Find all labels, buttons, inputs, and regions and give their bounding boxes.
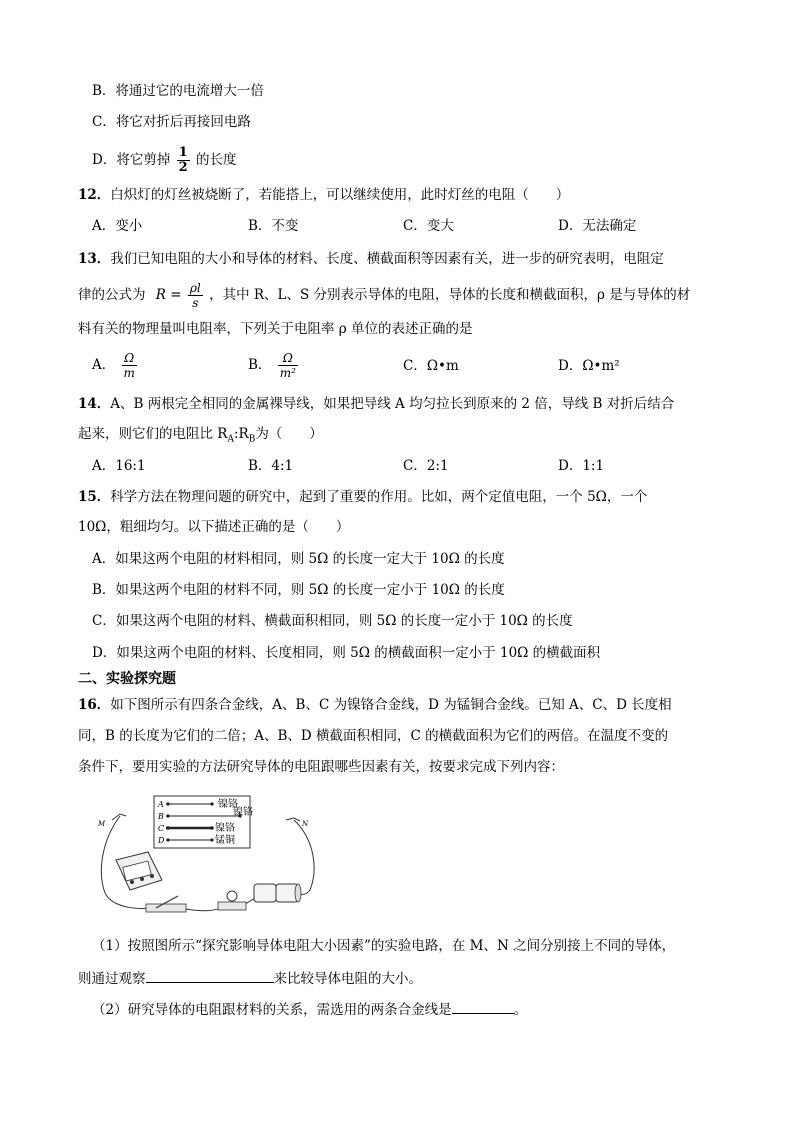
q15-option-b: B．如果这两个电阻的材料不同，则 5Ω 的长度一定小于 10Ω 的长度 [92, 582, 505, 598]
q16-line3: 条件下，要用实验的方法研究导体的电阻跟哪些因素有关，按要求完成下列内容： [78, 759, 564, 775]
label-m: M [98, 820, 106, 828]
q14-option-b: B．4:1 [248, 458, 294, 474]
fraction-numerator: Ω [278, 351, 298, 366]
q14-line2-prefix: 起来，则它们的电阻比 R [78, 426, 228, 442]
q13-line2-prefix: 律的公式为 [78, 287, 146, 303]
battery [254, 884, 301, 902]
formula-fraction [188, 281, 203, 310]
label-c: C [158, 824, 165, 833]
q15-line2: 10Ω，粗细均匀。以下描述正确的是（ ） [78, 519, 350, 535]
q11-option-d-text: D．将它剪掉 [92, 152, 171, 168]
ratio-colon: :R [233, 426, 249, 442]
option-b-fraction [278, 351, 298, 380]
q14-option-a: A．16:1 [92, 458, 146, 474]
q13-line2-suffix: ，其中 R、L、S 分别表示导体的电阻，导体的长度和横截面积，ρ 是与导体的材 [209, 287, 691, 303]
q13-line1 [78, 250, 664, 268]
q13-option-c: C．Ω•m [403, 358, 459, 374]
q11-fraction [177, 146, 190, 175]
subscript-b: B [248, 434, 256, 445]
q12-option-d: D．无法确定 [558, 218, 637, 234]
q11-option-d [92, 145, 236, 175]
q14-line2 [78, 425, 323, 449]
option-a-fraction [122, 351, 137, 380]
section-title: 二、实验探究题 [78, 671, 176, 687]
q14-line2-suffix: 为（ ） [255, 426, 323, 442]
nichrome-label-a: 镍铬 [218, 799, 238, 810]
question-number: 14． [78, 396, 111, 412]
q13-line3: 料有关的物理量叫电阻率，下列关于电阻率 ρ 单位的表述正确的是 [78, 321, 473, 337]
answer-blank[interactable] [146, 968, 274, 983]
q16-line2: 同，B 的长度为它们的二倍；A、B、D 横截面积相同，C 的横截面积为它们的两倍。在温度不变的 [78, 728, 669, 744]
q11-option-b: B．将通过它的电流增大一倍 [92, 83, 264, 99]
q12-option-b: B．不变 [248, 218, 299, 234]
fraction-numerator: ρl [189, 281, 201, 295]
option-label: B． [248, 357, 272, 373]
q13-option-b [248, 350, 300, 380]
q16-sub2-suffix: 。 [513, 1002, 528, 1018]
q16-sub1-suffix: 来比较导体电阻的大小。 [273, 971, 422, 987]
q15-line1 [78, 488, 647, 506]
fraction-numerator: Ω [122, 351, 137, 366]
question-number: 12． [78, 187, 111, 203]
q13-option-a [92, 350, 139, 380]
q16-line1 [78, 696, 672, 714]
label-a: A [158, 800, 164, 809]
nichrome-label-b: 镍铬 [233, 807, 253, 818]
q16-sub2 [92, 999, 527, 1019]
clip-n [286, 818, 300, 821]
option-label: A． [92, 357, 116, 373]
q11-option-d-suffix: 的长度 [195, 152, 237, 168]
answer-blank[interactable] [452, 999, 514, 1014]
question-text: 白炽灯的灯丝被烧断了，若能搭上，可以继续使用，此时灯丝的电阻（ ） [110, 187, 570, 203]
question-number: 13． [78, 251, 111, 267]
label-b: B [158, 812, 164, 821]
label-n: N [302, 820, 309, 828]
q12-option-a: A．变小 [92, 218, 143, 234]
q15-option-c: C．如果这两个电阻的材料、横截面积相同，则 5Ω 的长度一定小于 10Ω 的长度 [92, 613, 573, 629]
question-text: 如下图所示有四条合金线，A、B、C 为镍铬合金线，D 为锰铜合金线。已知 A、C、D 长度相 [110, 697, 672, 713]
subscript-a: A [227, 434, 234, 445]
fraction-numerator: 1 [178, 145, 188, 160]
q12-option-c: C．变大 [403, 218, 454, 234]
q14-option-d: D．1:1 [558, 458, 605, 474]
q12-stem [78, 186, 569, 204]
manganin-label-d: 锰铜 [215, 835, 235, 846]
question-number: 16． [78, 697, 111, 713]
q15-option-a: A．如果这两个电阻的材料相同，则 5Ω 的长度一定大于 10Ω 的长度 [92, 551, 505, 567]
formula-lhs: R = [155, 287, 182, 303]
q14-option-c: C．2:1 [403, 458, 449, 474]
fraction-denominator: m² [279, 366, 296, 380]
q16-sub1-line1: （1）按照图所示“探究影响导体电阻大小因素”的实验电路，在 M、N 之间分别接上不同的导体， [92, 938, 676, 954]
q11-option-c: C．将它对折后再接回电路 [92, 114, 251, 130]
label-d: D [158, 836, 165, 845]
circuit-diagram [90, 790, 330, 925]
switch [146, 896, 186, 912]
bulb [218, 891, 246, 910]
q16-sub1-prefix: 则通过观察 [78, 971, 146, 987]
q13-option-d: D．Ω•m² [558, 358, 620, 374]
question-text: 科学方法在物理问题的研究中，起到了重要的作用。比如，两个定值电阻，一个 5Ω，一个 [110, 489, 648, 505]
ammeter [116, 852, 162, 890]
q16-sub2-prefix: （2）研究导体的电阻跟材料的关系，需选用的两条合金线是 [92, 1002, 452, 1018]
q13-line2 [78, 280, 690, 310]
question-text: 我们已知电阻的大小和导体的材料、长度、横截面积等因素有关，进一步的研究表明，电阻定 [110, 251, 664, 267]
fraction-denominator: s [192, 296, 199, 310]
question-text: A、B 两根完全相同的金属裸导线，如果把导线 A 均匀拉长到原来的 2 倍，导线 B 对折后结合 [110, 396, 675, 412]
fraction-denominator: 2 [178, 160, 188, 175]
fraction-denominator: m [123, 366, 135, 380]
q16-sub1-line2 [78, 968, 422, 988]
q15-option-d: D．如果这两个电阻的材料、长度相同，则 5Ω 的横截面积一定小于 10Ω 的横截面积 [92, 645, 601, 661]
question-number: 15． [78, 489, 111, 505]
q14-line1 [78, 395, 674, 413]
nichrome-label-c: 镍铬 [215, 823, 235, 834]
